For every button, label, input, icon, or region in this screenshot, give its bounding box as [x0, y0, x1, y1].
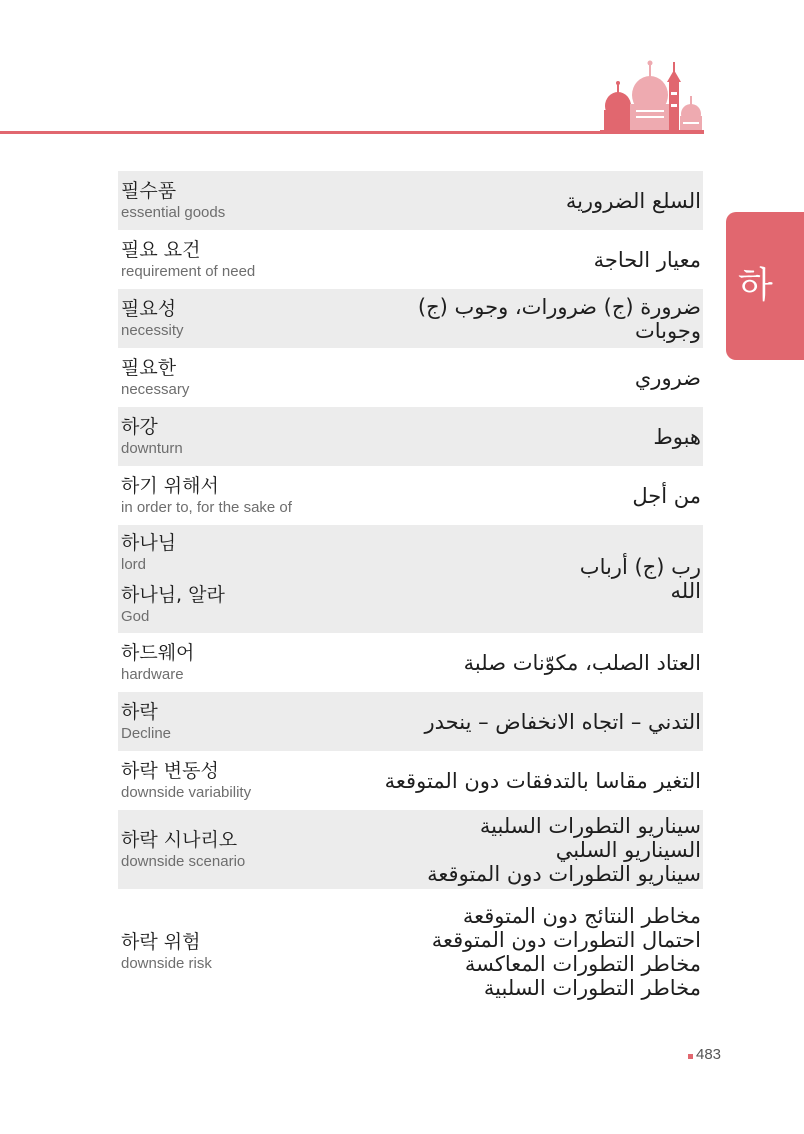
- arabic-line: سيناريو التطورات السلبية: [479, 813, 701, 838]
- page-dot: [688, 1054, 693, 1059]
- table-row: [118, 633, 703, 692]
- arabic-translation: [427, 814, 701, 886]
- arabic-translation: [594, 248, 701, 272]
- arabic-line: ضروري: [634, 365, 701, 390]
- table-row: [118, 889, 703, 1015]
- arabic-line: وجوبات: [635, 318, 701, 343]
- term-entry: [121, 179, 225, 223]
- table-row: [118, 692, 703, 751]
- english-term: God: [121, 608, 150, 625]
- english-term: hardware: [121, 665, 184, 683]
- mosque-icon: [600, 58, 704, 134]
- term-column: [121, 759, 251, 803]
- arabic-line: العتاد الصلب، مكوّنات صلبة: [463, 650, 701, 675]
- english-term: in order to, for the sake of: [121, 498, 292, 516]
- term-column: [121, 641, 194, 685]
- table-row: [118, 751, 703, 810]
- korean-term: 하락: [121, 700, 158, 723]
- table-row: [118, 525, 703, 633]
- term-entry: [121, 238, 255, 282]
- arabic-translation: [425, 710, 701, 734]
- term-entry: [121, 583, 225, 627]
- arabic-line: الله: [670, 579, 701, 603]
- term-column: [121, 930, 212, 974]
- korean-term: 하강: [121, 415, 158, 438]
- korean-term: 하기 위해서: [121, 474, 219, 497]
- arabic-translation: [632, 484, 701, 508]
- english-term: downturn: [121, 439, 183, 457]
- table-row: [118, 289, 703, 348]
- term-entry: [121, 700, 171, 744]
- korean-term: 하드웨어: [121, 641, 195, 664]
- english-term: requirement of need: [121, 262, 256, 280]
- header-rule: [0, 131, 703, 134]
- arabic-line: معيار الحاجة: [593, 247, 701, 272]
- term-column: [121, 531, 225, 627]
- arabic-translation: [385, 769, 701, 793]
- table-row: [118, 810, 703, 889]
- arabic-line: مخاطر التطورات السلبية: [483, 976, 701, 1000]
- korean-term: 하나님: [121, 532, 177, 554]
- arabic-line: احتمال التطورات دون المتوقعة: [431, 928, 701, 952]
- term-column: [121, 297, 184, 341]
- arabic-line: التدني – اتجاه الانخفاض – ينحدر: [424, 709, 701, 734]
- arabic-translation: [566, 189, 701, 213]
- arabic-translation: [464, 651, 701, 675]
- korean-term: 하락 변동성: [121, 759, 219, 782]
- korean-term: 필요한: [121, 356, 177, 379]
- term-column: [121, 238, 255, 282]
- term-entry: [121, 415, 183, 459]
- korean-term: 필수품: [121, 179, 177, 202]
- arabic-line: من أجل: [632, 483, 701, 508]
- page-number: 483: [688, 1046, 721, 1063]
- arabic-line: مخاطر التطورات المعاكسة: [464, 952, 701, 976]
- korean-term: 하락 시나리오: [121, 828, 238, 851]
- term-column: [121, 700, 171, 744]
- table-row: [118, 407, 703, 466]
- table-row: [118, 348, 703, 407]
- arabic-line: السيناريو السلبي: [555, 837, 701, 862]
- arabic-translation: [580, 555, 701, 603]
- arabic-translation: [653, 425, 701, 449]
- term-column: [121, 179, 225, 223]
- korean-term: 하나님, 알라: [121, 584, 225, 606]
- arabic-translation: [418, 295, 701, 343]
- term-entry: [121, 474, 292, 518]
- term-column: [121, 415, 183, 459]
- term-column: [121, 356, 189, 400]
- term-column: [121, 474, 292, 518]
- term-column: [121, 828, 245, 872]
- table-row: [118, 466, 703, 525]
- english-term: necessity: [121, 321, 184, 339]
- english-term: Decline: [121, 724, 172, 742]
- term-entry: [121, 297, 184, 341]
- term-entry: [121, 356, 189, 400]
- korean-term: 필요성: [121, 297, 177, 320]
- term-entry: [121, 759, 251, 803]
- english-term: downside scenario: [121, 852, 246, 870]
- term-entry: [121, 641, 194, 685]
- term-entry: [121, 828, 245, 872]
- section-tab: 하: [726, 212, 804, 360]
- korean-term: 하락 위험: [121, 931, 201, 953]
- arabic-line: التغير مقاسا بالتدفقات دون المتوقعة: [384, 768, 701, 793]
- arabic-line: السلع الضرورية: [565, 188, 701, 213]
- arabic-line: سيناريو التطورات دون المتوقعة: [427, 861, 701, 886]
- arabic-translation: [635, 366, 701, 390]
- term-entry: [121, 930, 212, 974]
- arabic-translation: [432, 904, 701, 1000]
- english-term: downside variability: [121, 783, 252, 801]
- table-row: [118, 230, 703, 289]
- english-term: downside risk: [121, 955, 212, 972]
- english-term: essential goods: [121, 203, 226, 221]
- term-entry: [121, 531, 225, 575]
- table-row: [118, 171, 703, 230]
- arabic-line: هبوط: [653, 424, 701, 449]
- korean-term: 필요 요건: [121, 238, 201, 261]
- arabic-line: مخاطر النتائج دون المتوقعة: [462, 904, 701, 928]
- english-term: necessary: [121, 380, 190, 398]
- glossary-table: [118, 171, 703, 1015]
- arabic-line: رب (ج) أرباب: [579, 555, 701, 579]
- english-term: lord: [121, 556, 147, 573]
- arabic-line: ضرورة (ج) ضرورات، وجوب (ج): [417, 294, 701, 319]
